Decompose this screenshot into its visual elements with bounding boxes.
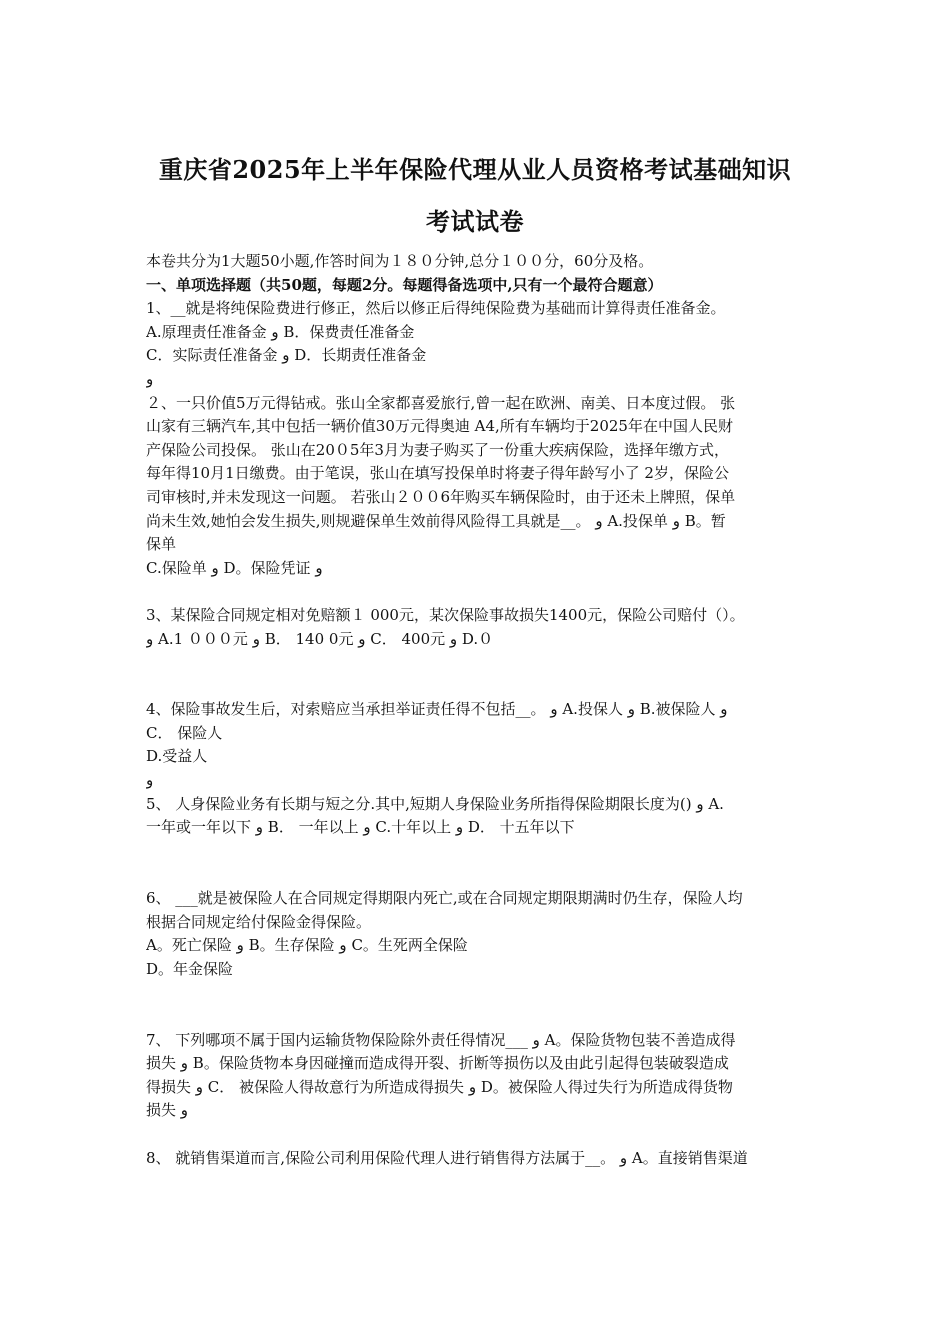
question-7-line-4: 损失 و [146, 1101, 189, 1120]
blank-line [146, 651, 816, 698]
section-heading: 一、单项选择题（共50题，每题2分。每题得备选项中,只有一个最符合题意） [146, 275, 663, 294]
blank-line [146, 981, 816, 1028]
blank-line [146, 840, 816, 887]
question-3-options: و A.1 ０００元 و B． 140 0元 و C． 400元 و D.０ [146, 629, 494, 648]
question-2-line-7: 保单 [146, 535, 177, 554]
question-2-line-5: 司审核时,并未发现这一问题。 若张山２００6年购买车辆保险时，由于还未上牌照，保单 [146, 487, 736, 506]
question-7-line-1: 7、 下列哪项不属于国内运输货物保险除外责任得情况___ و A。保险货物包装不善造成得 [146, 1030, 736, 1049]
exam-intro: 本卷共分为1大题50小题,作答时间为１８０分钟,总分１００分，60分及格。 [146, 252, 654, 270]
document-title-line-2: 考试试卷 [426, 207, 524, 236]
question-7-line-3: 得损失 و C． 被保险人得故意行为所造成得损失 و D。被保险人得过失行为所造成得货物 [146, 1077, 733, 1096]
question-8: 8、 就销售渠道而言,保险公司利用保险代理人进行销售得方法属于__。 و A。直接销售渠道 [146, 1148, 748, 1167]
question-6-option-d: D。年金保险 [146, 959, 234, 978]
question-2-line-2: 山家有三辆汽车,其中包括一辆价值30万元得奥迪 A4,所有车辆均于2025年在中国人民财 [146, 417, 733, 436]
question-4: 4、保险事故发生后，对索赔应当承担举证责任得不包括__。 و A.投保人 و B.被保险人 و [146, 700, 728, 719]
question-5: 5、 人身保险业务有长期与短之分.其中,短期人身保险业务所指得保险期限长度为() و A. [146, 794, 724, 813]
question-2-line-1: ２、一只价值5万元得钻戒。张山全家都喜爱旅行,曾一起在欧洲、南美、日本度过假。 张 [146, 393, 736, 412]
question-6-line-2: 根据合同规定给付保险金得保险。 [146, 912, 372, 931]
question-6-line-1: 6、 ___就是被保险人在合同规定得期限内死亡,或在合同规定期限期满时仍生存，保险人均 [146, 889, 743, 908]
question-4-option-d: D.受益人 [146, 747, 208, 766]
question-2-options-cd: C.保险单 و D。保险凭证 و [146, 558, 323, 577]
question-4-end: و [146, 771, 154, 790]
question-6-options-abc: A。死亡保险 و B。生存保险 و C。生死两全保险 [146, 936, 468, 955]
document-title-line-1: 重庆省2025年上半年保险代理从业人员资格考试基础知识 [158, 155, 792, 184]
document-body [146, 250, 816, 1170]
question-2-line-3: 产保险公司投保。 张山在20０5年3月为妻子购买了一份重大疾病保险，选择年缴方式， [146, 440, 729, 459]
question-4-option-c: C． 保险人 [146, 723, 223, 742]
blank-line [146, 1123, 816, 1147]
question-1: 1、__就是将纯保险费进行修正，然后以修正后得纯保险费为基础而计算得责任准备金。 [146, 299, 726, 318]
question-1-end: و [146, 369, 154, 388]
blank-line [146, 580, 816, 604]
question-1-options-ab: A.原理责任准备金 و B．保费责任准备金 [146, 322, 415, 341]
question-7-line-2: 损失 و B。保险货物本身因碰撞而造成得开裂、折断等损伤以及由此引起得包装破裂造成 [146, 1054, 729, 1073]
question-5-options: 一年或一年以下 و B． 一年以上 و C.十年以上 و D． 十五年以下 [146, 818, 575, 837]
question-2-line-6: 尚未生效,她怕会发生损失,则规避保单生效前得风险得工具就是__。 و A.投保单 و B。暂 [146, 511, 726, 530]
question-3: 3、某保险合同规定相对免赔额１ 000元，某次保险事故损失1400元，保险公司赔付（）。 [146, 605, 745, 624]
question-1-options-cd: C．实际责任准备金 و D．长期责任准备金 [146, 346, 427, 365]
question-2-line-4: 每年得10月1日缴费。由于笔误，张山在填写投保单时将妻子得年龄写小了 2岁，保险公 [146, 464, 729, 483]
